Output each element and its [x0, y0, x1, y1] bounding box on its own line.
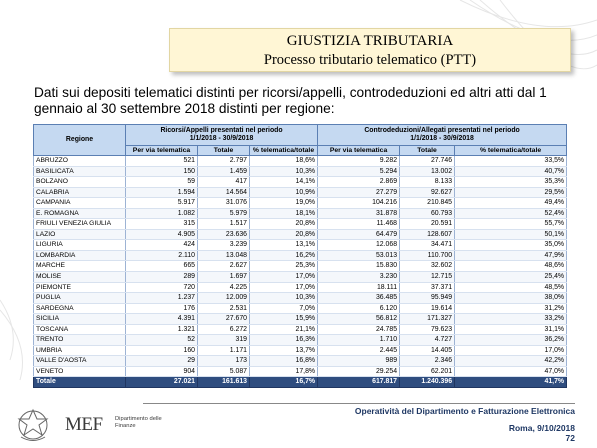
cell-controdeduzioni-telematica: 53.013: [318, 250, 400, 261]
cell-controdeduzioni-pct: 35,0%: [455, 240, 567, 251]
table-row: [34, 272, 567, 283]
header-ricorsi-telematica: Per via telematica: [126, 146, 198, 156]
cell-controdeduzioni-pct: 25,4%: [455, 272, 567, 283]
cell-regione: VENETO: [34, 366, 126, 377]
page-number: 72: [565, 433, 575, 443]
cell-controdeduzioni-pct: 40,7%: [455, 166, 567, 177]
cell-regione: VALLE D'AOSTA: [34, 356, 126, 367]
cell-ricorsi-totale: 1.459: [198, 166, 250, 177]
cell-controdeduzioni-totale: 95.949: [400, 293, 455, 304]
cell-ricorsi-pct: 16,8%: [250, 356, 318, 367]
cell-controdeduzioni-telematica: 1.710: [318, 335, 400, 346]
header-group-controdeduzioni-line1: Controdeduzioni/Allegati presentati nel periodo: [364, 127, 520, 134]
cell-controdeduzioni-pct: 31,2%: [455, 303, 567, 314]
cell-ricorsi-pct: 17,0%: [250, 272, 318, 283]
cell-controdeduzioni-totale: 27.746: [400, 156, 455, 167]
cell-ricorsi-telematica: 315: [126, 219, 198, 230]
cell-controdeduzioni-totale: 128.607: [400, 229, 455, 240]
cell-controdeduzioni-telematica: 24.785: [318, 324, 400, 335]
cell-controdeduzioni-totale: 19.614: [400, 303, 455, 314]
cell-controdeduzioni-pct: 49,4%: [455, 198, 567, 209]
cell-controdeduzioni-telematica: 31.878: [318, 208, 400, 219]
table-row: [34, 240, 567, 251]
cell-controdeduzioni-telematica: 36.485: [318, 293, 400, 304]
cell-controdeduzioni-pct: 31,1%: [455, 324, 567, 335]
table-row: [34, 177, 567, 188]
cell-controdeduzioni-totale: 4.727: [400, 335, 455, 346]
total-ricorsi-totale: 161.613: [198, 377, 250, 388]
header-group-ricorsi: [126, 125, 318, 146]
cell-ricorsi-pct: 18,1%: [250, 208, 318, 219]
cell-regione: BOLZANO: [34, 177, 126, 188]
header-controdeduzioni-telematica: Per via telematica: [318, 146, 400, 156]
cell-ricorsi-totale: 2.627: [198, 261, 250, 272]
cell-controdeduzioni-telematica: 9.282: [318, 156, 400, 167]
page-title: GIUSTIZIA TRIBUTARIA: [286, 33, 454, 49]
cell-ricorsi-pct: 16,3%: [250, 335, 318, 346]
header-group-ricorsi-line2: 1/1/2018 - 30/9/2018: [189, 135, 254, 142]
table-row: [34, 261, 567, 272]
footer-department: Operatività del Dipartimento e Fatturazione Elettronica: [354, 406, 575, 416]
cell-ricorsi-telematica: 665: [126, 261, 198, 272]
footer-place-date: Roma, 9/10/2018: [508, 423, 575, 433]
cell-ricorsi-totale: 23.636: [198, 229, 250, 240]
table-row: [34, 198, 567, 209]
cell-controdeduzioni-telematica: 2.869: [318, 177, 400, 188]
cell-ricorsi-telematica: 1.237: [126, 293, 198, 304]
cell-controdeduzioni-totale: 8.133: [400, 177, 455, 188]
title-box: [169, 28, 571, 72]
mef-logo-text: MEF: [65, 414, 103, 435]
table-total-row: [34, 377, 567, 388]
cell-ricorsi-totale: 13.048: [198, 250, 250, 261]
header-ricorsi-totale: Totale: [198, 146, 250, 156]
cell-regione: PUGLIA: [34, 293, 126, 304]
table-row: [34, 208, 567, 219]
cell-ricorsi-totale: 1.697: [198, 272, 250, 283]
cell-regione: E. ROMAGNA: [34, 208, 126, 219]
cell-regione: LIGURIA: [34, 240, 126, 251]
cell-controdeduzioni-pct: 36,2%: [455, 335, 567, 346]
cell-regione: SARDEGNA: [34, 303, 126, 314]
header-controdeduzioni-totale: Totale: [400, 146, 455, 156]
cell-controdeduzioni-pct: 48,5%: [455, 282, 567, 293]
cell-controdeduzioni-totale: 92.627: [400, 187, 455, 198]
cell-ricorsi-pct: 20,8%: [250, 229, 318, 240]
cell-controdeduzioni-telematica: 64.479: [318, 229, 400, 240]
total-ricorsi-pct: 16,7%: [250, 377, 318, 388]
table-row: [34, 314, 567, 325]
table-row: [34, 282, 567, 293]
cell-controdeduzioni-telematica: 27.279: [318, 187, 400, 198]
cell-controdeduzioni-pct: 33,2%: [455, 314, 567, 325]
table-row: [34, 345, 567, 356]
cell-controdeduzioni-pct: 42,2%: [455, 356, 567, 367]
cell-regione: TRENTO: [34, 335, 126, 346]
cell-ricorsi-telematica: 52: [126, 335, 198, 346]
header-regione: Regione: [34, 125, 126, 156]
total-controdeduzioni-telematica: 617.817: [318, 377, 400, 388]
cell-ricorsi-telematica: 904: [126, 366, 198, 377]
total-controdeduzioni-totale: 1.240.396: [400, 377, 455, 388]
cell-ricorsi-pct: 17,0%: [250, 282, 318, 293]
header-group-controdeduzioni: [318, 125, 567, 146]
cell-controdeduzioni-telematica: 56.812: [318, 314, 400, 325]
cell-regione: PIEMONTE: [34, 282, 126, 293]
cell-ricorsi-totale: 5.087: [198, 366, 250, 377]
cell-ricorsi-telematica: 1.594: [126, 187, 198, 198]
cell-ricorsi-telematica: 1.082: [126, 208, 198, 219]
cell-ricorsi-pct: 17,8%: [250, 366, 318, 377]
cell-controdeduzioni-telematica: 3.230: [318, 272, 400, 283]
table-row: [34, 356, 567, 367]
cell-controdeduzioni-totale: 37.371: [400, 282, 455, 293]
cell-controdeduzioni-pct: 55,7%: [455, 219, 567, 230]
cell-controdeduzioni-telematica: 104.216: [318, 198, 400, 209]
header-group-ricorsi-line1: Ricorsi/Appelli presentati nel periodo: [160, 127, 283, 134]
cell-controdeduzioni-pct: 47,9%: [455, 250, 567, 261]
cell-controdeduzioni-totale: 110.700: [400, 250, 455, 261]
cell-controdeduzioni-pct: 38,0%: [455, 293, 567, 304]
table-row: [34, 293, 567, 304]
cell-regione: MOLISE: [34, 272, 126, 283]
cell-controdeduzioni-totale: 13.002: [400, 166, 455, 177]
cell-regione: LAZIO: [34, 229, 126, 240]
cell-controdeduzioni-pct: 52,4%: [455, 208, 567, 219]
cell-ricorsi-totale: 2.797: [198, 156, 250, 167]
cell-controdeduzioni-telematica: 15.830: [318, 261, 400, 272]
cell-regione: CAMPANIA: [34, 198, 126, 209]
table-row: [34, 156, 567, 167]
cell-controdeduzioni-pct: 17,0%: [455, 345, 567, 356]
cell-controdeduzioni-telematica: 5.294: [318, 166, 400, 177]
cell-controdeduzioni-totale: 79.623: [400, 324, 455, 335]
cell-controdeduzioni-pct: 29,5%: [455, 187, 567, 198]
cell-ricorsi-telematica: 5.917: [126, 198, 198, 209]
cell-regione: CALABRIA: [34, 187, 126, 198]
cell-ricorsi-telematica: 2.110: [126, 250, 198, 261]
header-controdeduzioni-pct: % telematica/totale: [455, 146, 567, 156]
italian-republic-emblem-icon: [16, 407, 50, 444]
cell-controdeduzioni-totale: 62.201: [400, 366, 455, 377]
cell-ricorsi-pct: 10,3%: [250, 166, 318, 177]
cell-ricorsi-pct: 13,7%: [250, 345, 318, 356]
cell-ricorsi-totale: 6.272: [198, 324, 250, 335]
cell-ricorsi-totale: 2.531: [198, 303, 250, 314]
cell-controdeduzioni-totale: 32.602: [400, 261, 455, 272]
cell-ricorsi-totale: 12.009: [198, 293, 250, 304]
cell-regione: BASILICATA: [34, 166, 126, 177]
cell-ricorsi-telematica: 29: [126, 356, 198, 367]
cell-controdeduzioni-pct: 50,1%: [455, 229, 567, 240]
cell-controdeduzioni-telematica: 989: [318, 356, 400, 367]
table-row: [34, 250, 567, 261]
cell-controdeduzioni-totale: 2.346: [400, 356, 455, 367]
cell-regione: ABRUZZO: [34, 156, 126, 167]
cell-ricorsi-totale: 14.564: [198, 187, 250, 198]
cell-controdeduzioni-totale: 34.471: [400, 240, 455, 251]
cell-controdeduzioni-totale: 12.715: [400, 272, 455, 283]
cell-controdeduzioni-pct: 35,3%: [455, 177, 567, 188]
cell-ricorsi-pct: 14,1%: [250, 177, 318, 188]
cell-controdeduzioni-totale: 14.405: [400, 345, 455, 356]
cell-controdeduzioni-telematica: 18.111: [318, 282, 400, 293]
cell-ricorsi-telematica: 289: [126, 272, 198, 283]
cell-ricorsi-totale: 319: [198, 335, 250, 346]
cell-ricorsi-totale: 5.979: [198, 208, 250, 219]
table-row: [34, 219, 567, 230]
cell-controdeduzioni-telematica: 29.254: [318, 366, 400, 377]
intro-text: Dati sui depositi telematici distinti per ricorsi/appelli, controdeduzioni ed altri atti dal 1 gennaio al 30 settembre 2018 distinti per regione:: [34, 85, 547, 116]
cell-regione: FRIULI VENEZIA GIULIA: [34, 219, 126, 230]
cell-regione: LOMBARDIA: [34, 250, 126, 261]
cell-ricorsi-telematica: 150: [126, 166, 198, 177]
cell-ricorsi-pct: 7,0%: [250, 303, 318, 314]
cell-regione: UMBRIA: [34, 345, 126, 356]
cell-ricorsi-pct: 10,3%: [250, 293, 318, 304]
cell-controdeduzioni-telematica: 2.445: [318, 345, 400, 356]
cell-ricorsi-telematica: 720: [126, 282, 198, 293]
cell-ricorsi-totale: 173: [198, 356, 250, 367]
cell-ricorsi-telematica: 4.905: [126, 229, 198, 240]
cell-controdeduzioni-pct: 47,0%: [455, 366, 567, 377]
cell-controdeduzioni-totale: 20.591: [400, 219, 455, 230]
cell-controdeduzioni-totale: 210.845: [400, 198, 455, 209]
cell-ricorsi-totale: 31.076: [198, 198, 250, 209]
cell-controdeduzioni-telematica: 11.468: [318, 219, 400, 230]
cell-ricorsi-totale: 27.670: [198, 314, 250, 325]
cell-ricorsi-telematica: 160: [126, 345, 198, 356]
cell-ricorsi-pct: 16,2%: [250, 250, 318, 261]
header-ricorsi-pct: % telematica/totale: [250, 146, 318, 156]
cell-controdeduzioni-totale: 171.327: [400, 314, 455, 325]
table-row: [34, 166, 567, 177]
mef-logo: [65, 414, 162, 436]
cell-controdeduzioni-totale: 60.793: [400, 208, 455, 219]
cell-regione: TOSCANA: [34, 324, 126, 335]
cell-ricorsi-pct: 13,1%: [250, 240, 318, 251]
cell-controdeduzioni-pct: 33,5%: [455, 156, 567, 167]
cell-controdeduzioni-telematica: 6.120: [318, 303, 400, 314]
cell-ricorsi-pct: 21,1%: [250, 324, 318, 335]
table-row: [34, 324, 567, 335]
total-ricorsi-telematica: 27.021: [126, 377, 198, 388]
table-row: [34, 366, 567, 377]
total-controdeduzioni-pct: 41,7%: [455, 377, 567, 388]
cell-ricorsi-pct: 20,8%: [250, 219, 318, 230]
cell-ricorsi-telematica: 59: [126, 177, 198, 188]
cell-ricorsi-pct: 19,0%: [250, 198, 318, 209]
cell-ricorsi-totale: 3.239: [198, 240, 250, 251]
cell-ricorsi-totale: 417: [198, 177, 250, 188]
cell-controdeduzioni-pct: 48,6%: [455, 261, 567, 272]
page-subtitle: Processo tributario telematico (PTT): [263, 52, 477, 68]
cell-ricorsi-pct: 15,9%: [250, 314, 318, 325]
header-group-controdeduzioni-line2: 1/1/2018 - 30/9/2018: [410, 135, 474, 142]
cell-ricorsi-telematica: 4.391: [126, 314, 198, 325]
cell-regione: SICILIA: [34, 314, 126, 325]
cell-ricorsi-telematica: 176: [126, 303, 198, 314]
total-label: Totale: [34, 377, 126, 388]
cell-controdeduzioni-telematica: 12.068: [318, 240, 400, 251]
cell-ricorsi-telematica: 1.321: [126, 324, 198, 335]
table-row: [34, 187, 567, 198]
mef-logo-subtext: Dipartimento delle Finanze: [115, 416, 162, 429]
cell-regione: MARCHE: [34, 261, 126, 272]
cell-ricorsi-pct: 25,3%: [250, 261, 318, 272]
table-row: [34, 335, 567, 346]
cell-ricorsi-pct: 18,6%: [250, 156, 318, 167]
table-row: [34, 229, 567, 240]
cell-ricorsi-totale: 1.517: [198, 219, 250, 230]
cell-ricorsi-totale: 1.171: [198, 345, 250, 356]
data-table-container: [33, 124, 566, 388]
cell-ricorsi-totale: 4.225: [198, 282, 250, 293]
cell-ricorsi-pct: 10,9%: [250, 187, 318, 198]
cell-ricorsi-telematica: 424: [126, 240, 198, 251]
table-row: [34, 303, 567, 314]
cell-ricorsi-telematica: 521: [126, 156, 198, 167]
footer-divider: [143, 403, 575, 404]
data-table: [33, 124, 567, 388]
